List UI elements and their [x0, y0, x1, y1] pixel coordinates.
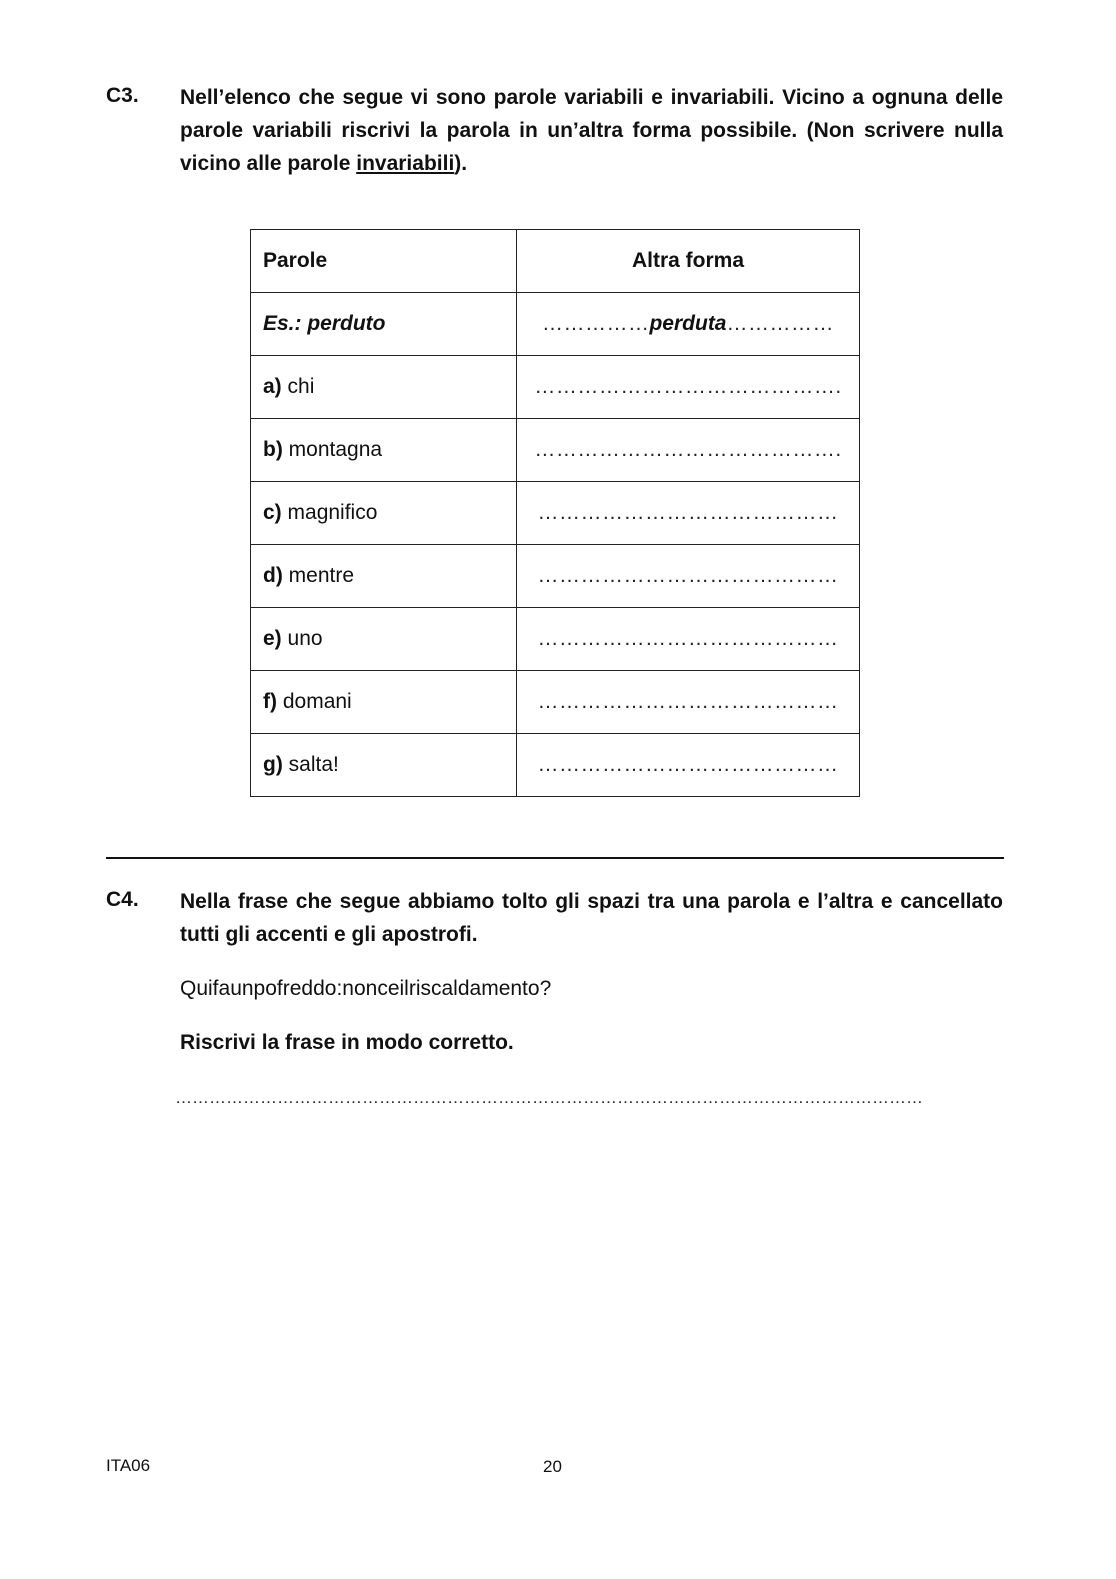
answer-blank[interactable]: ……………………………………. [517, 356, 860, 419]
item-word: mentre [288, 564, 355, 587]
page-number: 20 [543, 1457, 562, 1476]
item-word: domani [282, 690, 352, 713]
table-row [251, 545, 860, 608]
item-letter: d) [263, 564, 283, 587]
question-text-c3 [180, 81, 1003, 180]
table-row-example [251, 293, 860, 356]
scrambled-sentence: Quifaunpofreddo:nonceilriscaldamento? [180, 977, 552, 1000]
underlined-word: invariabili [356, 152, 455, 175]
answer-blank[interactable]: ……………………………………. [517, 419, 860, 482]
question-text-c3-main: Nell’elenco che segue vi sono parole variabili e invariabili. Vicino a ognuna delle parole variabili riscrivi la parola in un’altra forma possibile. (Non scrivere nulla vicino alle parole [180, 86, 1003, 175]
item-word: salta! [288, 753, 339, 776]
table-row [251, 419, 860, 482]
example-answer: perduta [649, 312, 727, 335]
header-altra-forma: Altra forma [517, 230, 860, 293]
table-header-row [251, 230, 860, 293]
item-letter: b) [263, 438, 283, 461]
table-row [251, 734, 860, 797]
words-table [250, 229, 860, 797]
table-row [251, 482, 860, 545]
answer-blank[interactable]: …………………………………… [517, 545, 860, 608]
word-cell [251, 608, 517, 671]
footer-code: ITA06 [106, 1456, 151, 1475]
item-word: chi [287, 375, 315, 398]
example-answer-cell [517, 293, 860, 356]
instruction: Riscrivi la frase in modo corretto. [180, 1031, 514, 1054]
section-divider [106, 857, 1004, 859]
item-letter: f) [263, 690, 277, 713]
item-letter: e) [263, 627, 282, 650]
example-word: Es.: perduto [251, 293, 517, 356]
question-text-c4: Nella frase che segue abbiamo tolto gli spazi tra una parola e l’altra e cancellato tutti gli accenti e gli apostrofi. [180, 890, 1003, 946]
item-word: uno [287, 627, 323, 650]
example-dots-before: …………… [541, 312, 650, 335]
item-word: montagna [288, 438, 383, 461]
item-word: magnifico [287, 501, 378, 524]
table-row [251, 608, 860, 671]
table-row [251, 356, 860, 419]
word-cell [251, 482, 517, 545]
word-cell [251, 419, 517, 482]
word-cell [251, 671, 517, 734]
header-parole: Parole [251, 230, 517, 293]
table-row [251, 671, 860, 734]
example-dots-after: …………… [726, 312, 834, 335]
answer-blank[interactable]: …………………………………… [517, 608, 860, 671]
question-number-c3: C3. [106, 84, 139, 107]
answer-blank[interactable]: …………………………………… [517, 671, 860, 734]
item-letter: g) [263, 753, 283, 776]
answer-blank[interactable]: …………………………………… [517, 482, 860, 545]
answer-line[interactable]: …………………………………………………………………………………………………………………… [175, 1088, 923, 1107]
word-cell [251, 356, 517, 419]
question-text-c3-end: ). [454, 152, 468, 175]
word-cell [251, 545, 517, 608]
question-number-c4: C4. [106, 888, 139, 911]
item-letter: c) [263, 501, 282, 524]
word-cell [251, 734, 517, 797]
item-letter: a) [263, 375, 282, 398]
answer-blank[interactable]: …………………………………… [517, 734, 860, 797]
